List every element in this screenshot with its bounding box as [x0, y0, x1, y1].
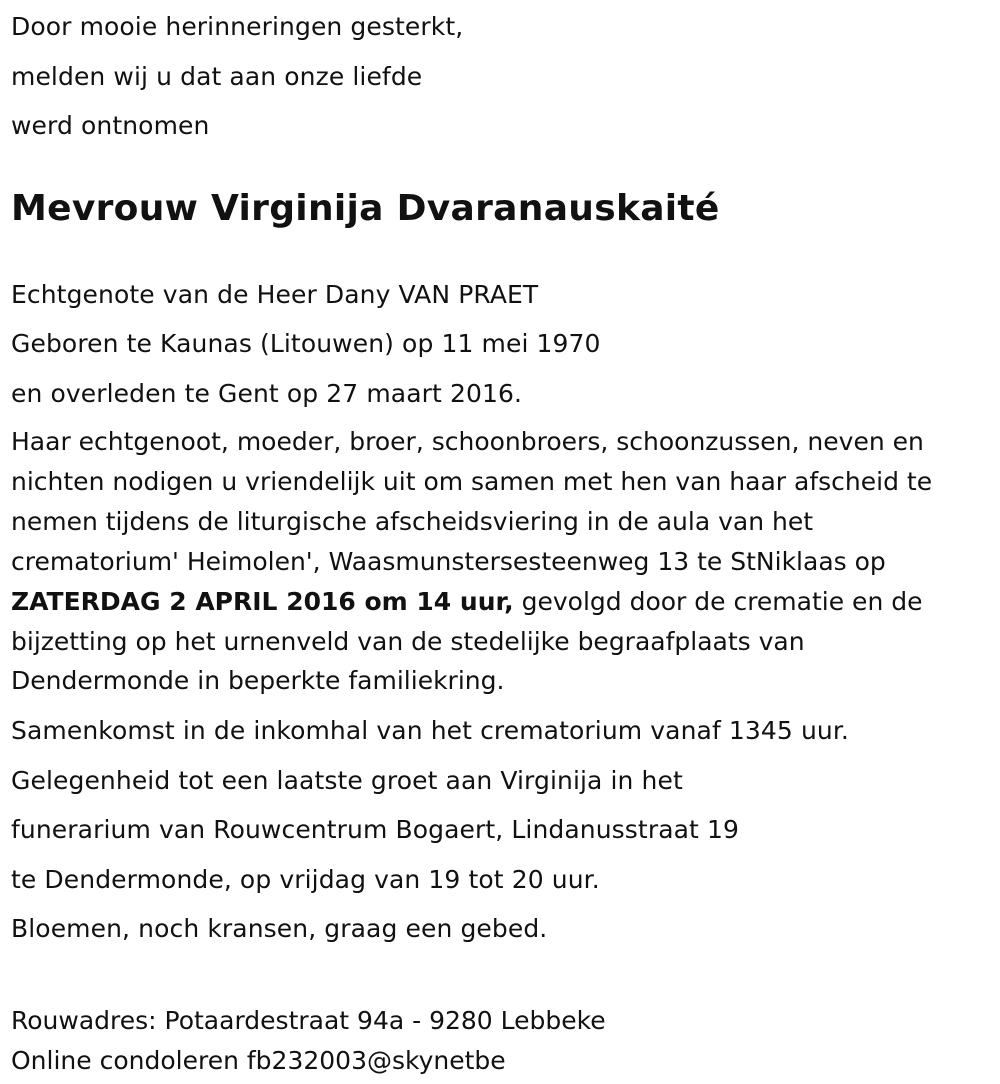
deceased-name: Mevrouw Virginija Dvaranauskaité — [11, 187, 720, 229]
spouse-line: Echtgenote van de Heer Dany VAN PRAET — [11, 279, 539, 309]
flowers-line: Bloemen, noch kransen, graag een gebed. — [11, 914, 548, 944]
farewell-line-2: funerarium van Rouwcentrum Bogaert, Lindanusstraat 19 — [11, 815, 739, 845]
online-condolences: Online condoleren fb232003@skynetbe — [11, 1046, 506, 1076]
farewell-info — [11, 756, 991, 905]
contact-info — [11, 1001, 991, 1082]
ceremony-date: ZATERDAG 2 APRIL 2016 om 14 uur, — [11, 586, 514, 616]
invitation-paragraph — [11, 422, 986, 701]
farewell-line-1: Gelegenheid tot een laatste groet aan Virginija in het — [11, 765, 683, 795]
obituary-notice — [11, 0, 991, 1082]
invitation-text: Haar echtgenoot, moeder, broer, schoonbroers, schoonzussen, neven en nichten nodigen u vriendelijk uit om samen met hen van haar afscheid te nemen tijdens de liturgische afscheidsviering in de aula van het crematorium' Heimolen', Waasmunstersesteenweg 13 te StNiklaas op — [11, 427, 933, 576]
gathering-line: Samenkomst in de inkomhal van het crematorium vanaf 1345 uur. — [11, 716, 849, 746]
invitation-text-continued: gevolgd door de crematie en de bijzetting op het urnenveld van de stedelijke begraafplaats van Dendermonde in beperkte familiekring. — [11, 586, 923, 696]
intro-text — [11, 0, 991, 151]
intro-line-1: Door mooie herinneringen gesterkt, — [11, 12, 464, 41]
farewell-line-3: te Dendermonde, op vrijdag van 19 tot 20 uur. — [11, 864, 600, 894]
death-line: en overleden te Gent op 27 maart 2016. — [11, 378, 523, 408]
intro-line-2: melden wij u dat aan onze liefde — [11, 61, 423, 91]
section-spacer — [11, 954, 991, 1001]
intro-line-3: werd ontnomen — [11, 111, 210, 140]
personal-details — [11, 270, 991, 419]
mourning-address: Rouwadres: Potaardestraat 94a - 9280 Lebbeke — [11, 1005, 606, 1035]
birth-line: Geboren te Kaunas (Litouwen) op 11 mei 1970 — [11, 329, 601, 358]
